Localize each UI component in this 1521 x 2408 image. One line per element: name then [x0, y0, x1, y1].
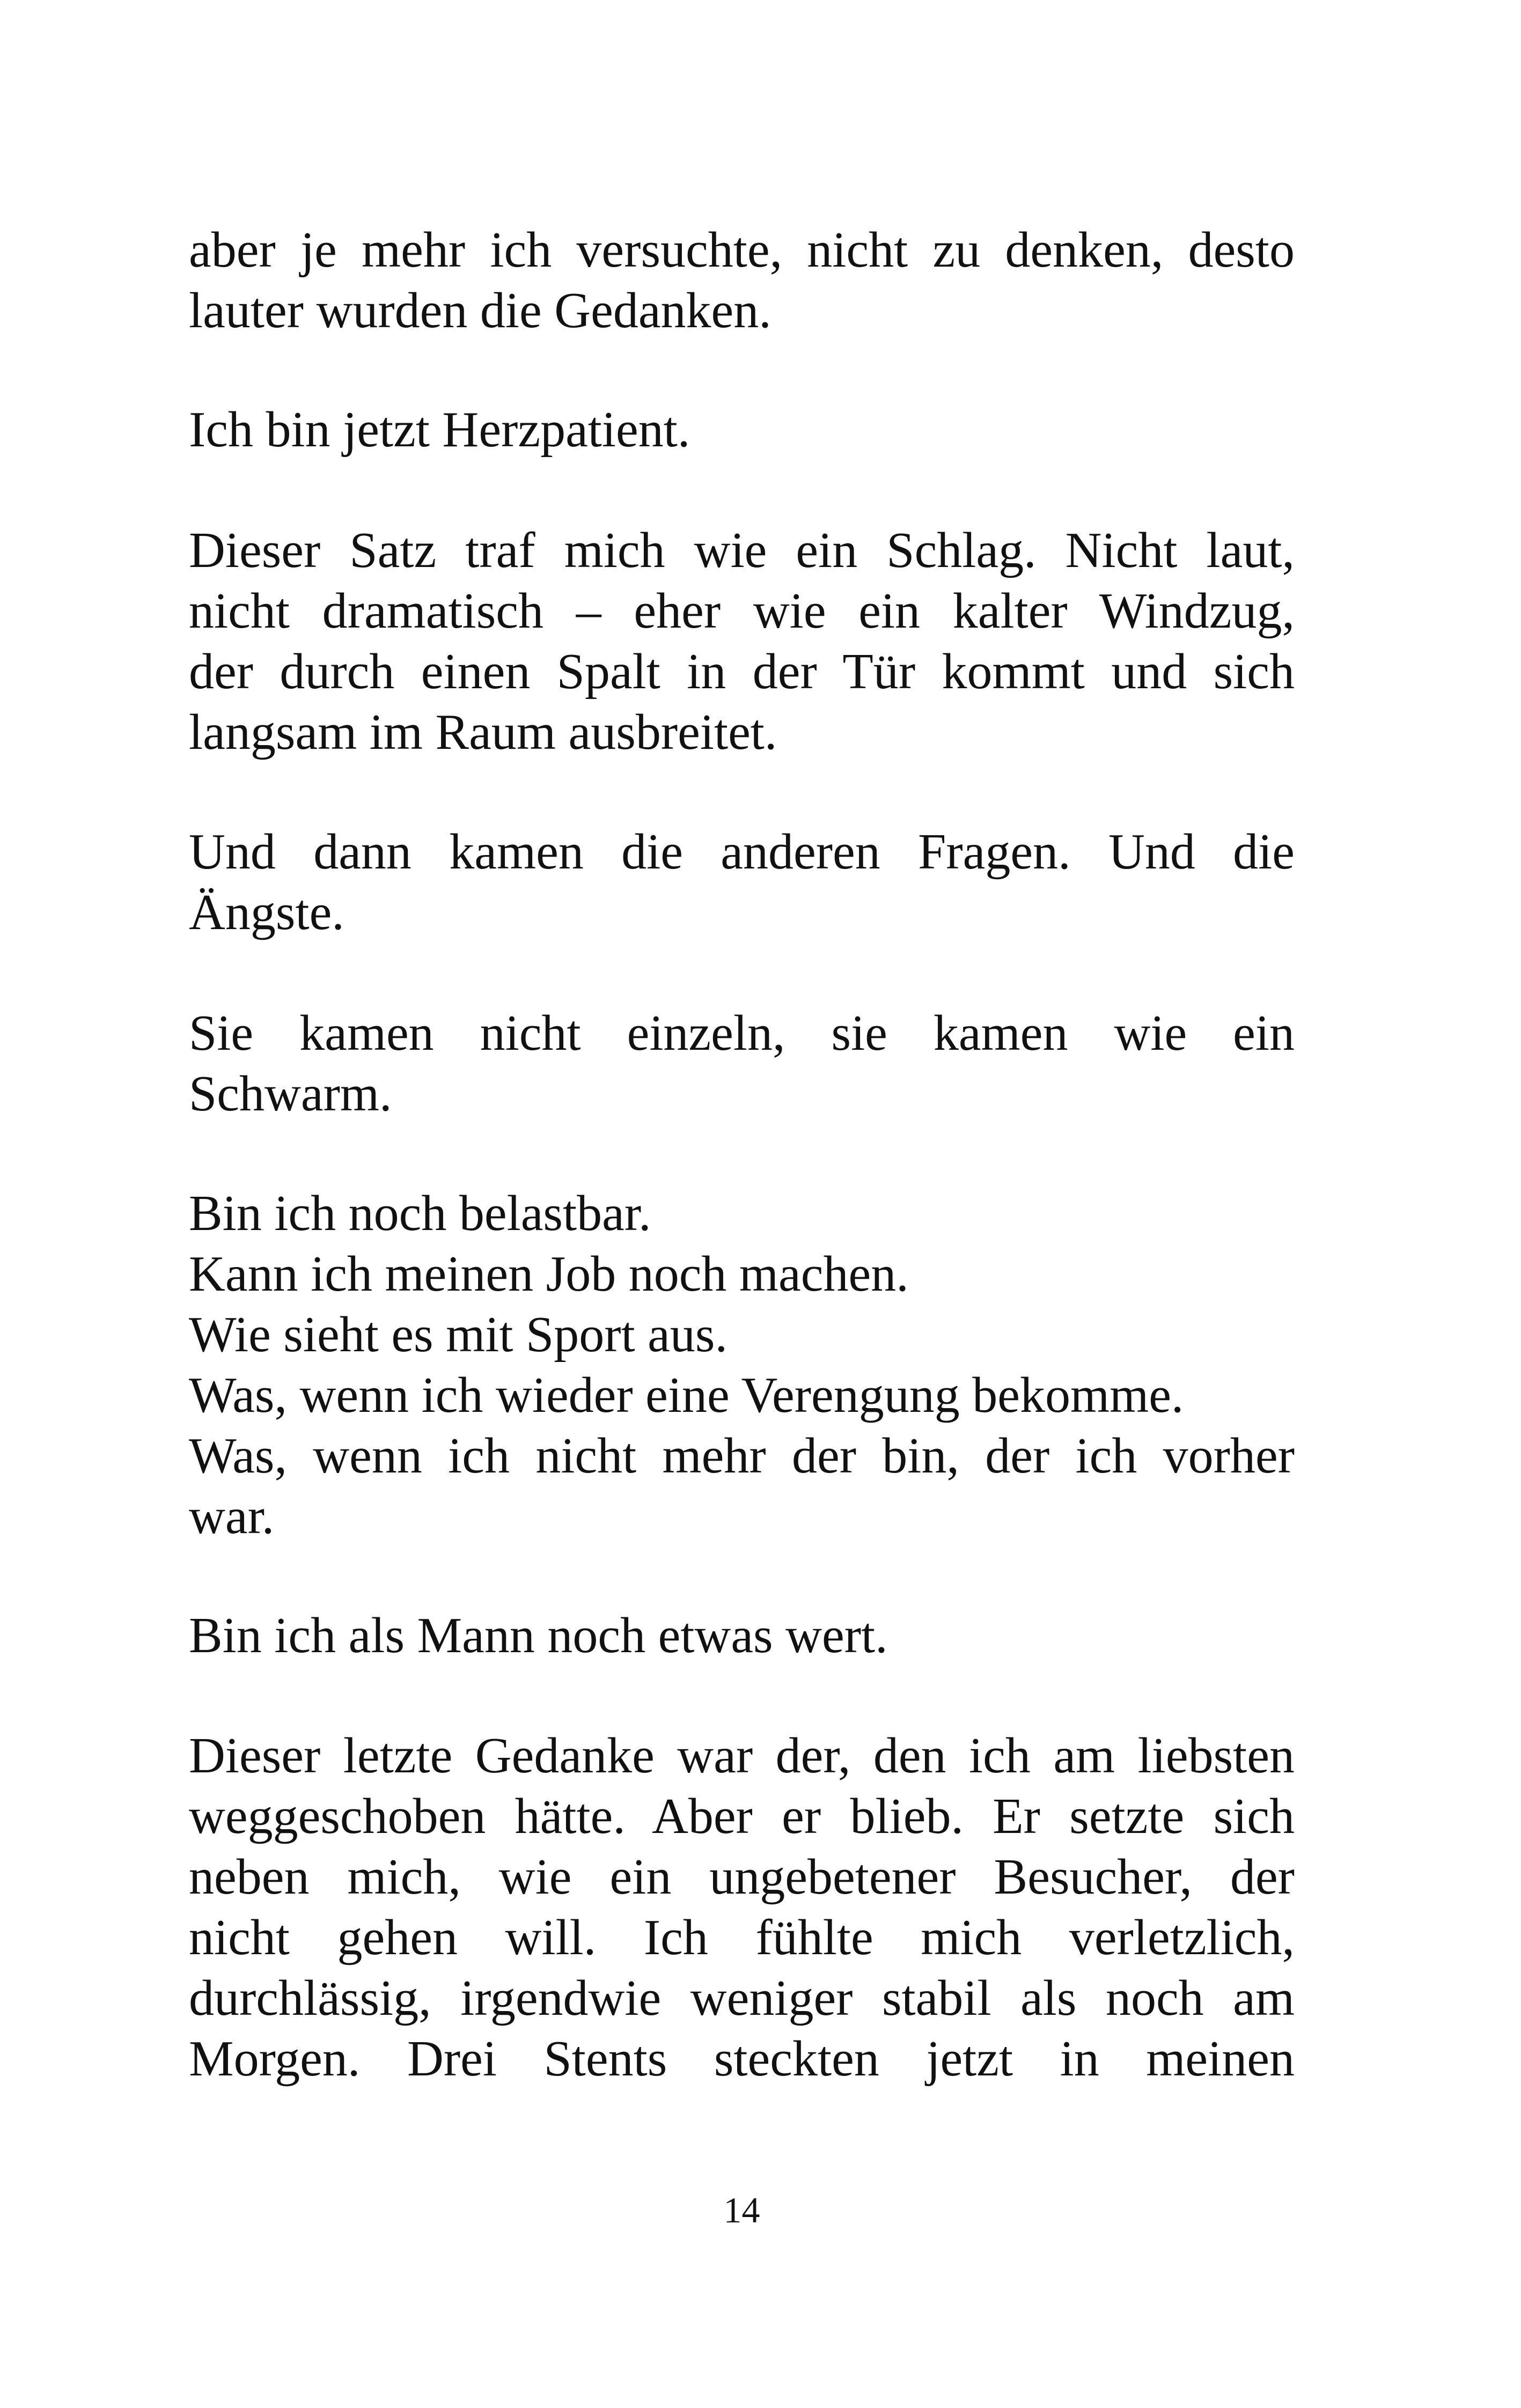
text-line: weggeschoben hätte. Aber er blieb. Er setzte sich	[189, 1788, 1295, 1844]
text-line: Was, wenn ich nicht mehr der bin, der ich vorher	[189, 1428, 1295, 1484]
text-line: Bin ich noch belastbar.	[189, 1185, 651, 1241]
page-content	[189, 0, 1295, 2408]
text-line: Und dann kamen die anderen Fragen. Und die	[189, 824, 1295, 880]
paragraph	[189, 1726, 1295, 2089]
text-line: nicht dramatisch – eher wie ein kalter Windzug,	[189, 583, 1295, 639]
text-line: Was, wenn ich wieder eine Verengung bekomme.	[189, 1367, 1184, 1423]
text-line: langsam im Raum ausbreitet.	[189, 704, 777, 760]
text-line: Sie kamen nicht einzeln, sie kamen wie ein	[189, 1005, 1295, 1061]
text-line: lauter wurden die Gedanken.	[189, 283, 771, 338]
paragraph	[189, 220, 1295, 341]
text-line: Schwarm.	[189, 1066, 392, 1122]
text-line: der durch einen Spalt in der Tür kommt und sich	[189, 644, 1295, 699]
text-line: Ängste.	[189, 885, 344, 940]
text-line: Bin ich als Mann noch etwas wert.	[189, 1608, 888, 1663]
text-line: aber je mehr ich versuchte, nicht zu denken, desto	[189, 222, 1295, 278]
paragraph	[189, 520, 1295, 763]
paragraph	[189, 1003, 1295, 1124]
text-line: Kann ich meinen Job noch machen.	[189, 1246, 909, 1302]
paragraph	[189, 400, 1295, 460]
paragraph	[189, 1183, 1295, 1547]
text-line: Dieser Satz traf mich wie ein Schlag. Nicht laut,	[189, 522, 1295, 578]
text-line: durchlässig, irgendwie weniger stabil als noch am	[189, 1970, 1295, 2026]
page-number: 14	[723, 2190, 760, 2230]
text-line: war.	[189, 1489, 275, 1544]
text-line: neben mich, wie ein ungebetener Besucher, der	[189, 1849, 1295, 1905]
paragraph	[189, 1606, 1295, 1666]
text-line: Dieser letzte Gedanke war der, den ich am liebsten	[189, 1728, 1295, 1784]
text-line: nicht gehen will. Ich fühlte mich verletzlich,	[189, 1910, 1295, 1965]
text-line: Wie sieht es mit Sport aus.	[189, 1307, 728, 1363]
text-line: Ich bin jetzt Herzpatient.	[189, 402, 690, 458]
text-line: Morgen. Drei Stents steckten jetzt in meinen	[189, 2031, 1295, 2087]
paragraph	[189, 822, 1295, 943]
